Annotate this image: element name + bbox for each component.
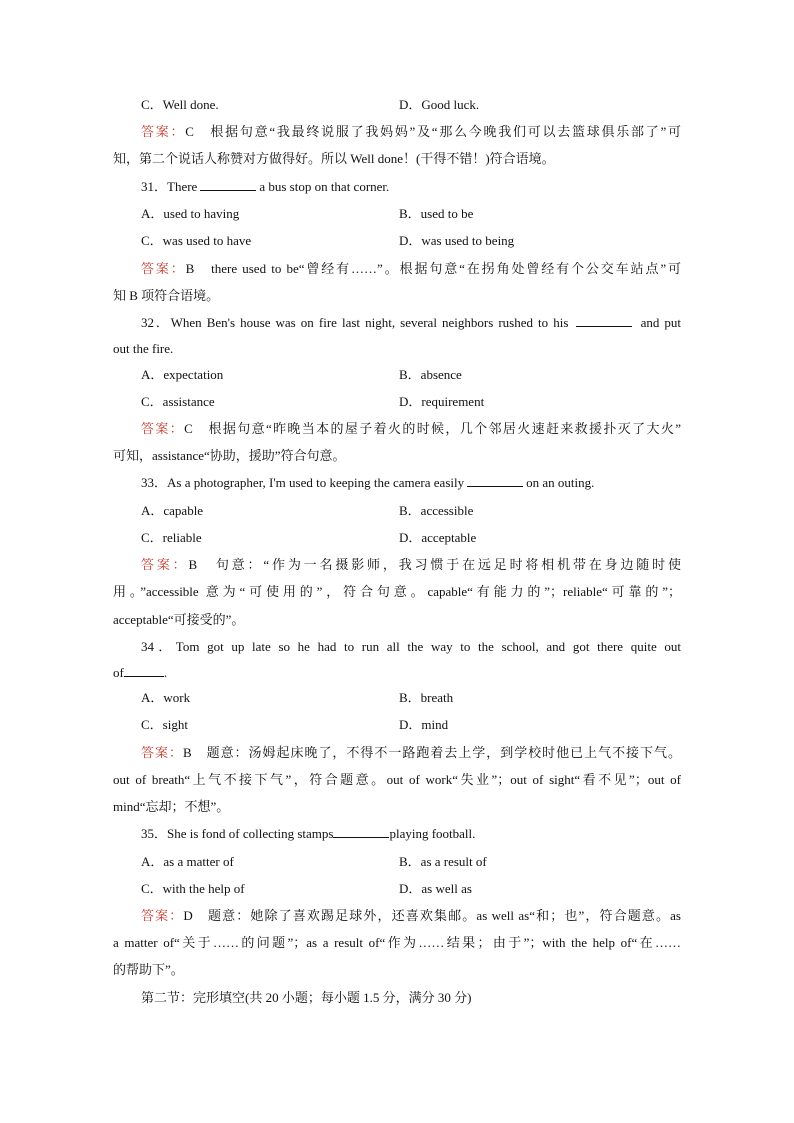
- q34-answer-line1: 答案：B 题意：汤姆起床晚了，不得不一路跑着去上学，到学校时他已上气不接下气。: [141, 745, 681, 760]
- q32-stem-line1: 32．When Ben's house was on fire last night, several neighbors rushed to his and put: [141, 315, 682, 330]
- q34-stem-line2: of .: [113, 665, 168, 680]
- q35-answer-line2: a matter of“关于……的问题”；as a result of“作为……结果；由于”；with the help of“在……: [113, 935, 681, 950]
- q32-option-b: B．absence: [399, 367, 462, 382]
- q33-option-c: C．reliable: [141, 530, 202, 545]
- section-heading: 第二节：完形填空(共 20 小题；每小题 1.5 分，满分 30 分): [141, 990, 472, 1005]
- q33-option-d: D．acceptable: [399, 530, 477, 545]
- q35-option-b: B．as a result of: [399, 854, 487, 869]
- q34-option-d: D．mind: [399, 717, 449, 732]
- q33-answer-line2: 用。”accessible 意为“可使用的”，符合句意。capable“有能力的”；reliable“可靠的”；: [113, 584, 681, 599]
- q33-option-a: A．capable: [141, 503, 204, 518]
- q34-stem-line1: 34．Tom got up late so he had to run all the way to the school, and got there quite out: [141, 639, 681, 654]
- answer-label: 答案：: [141, 908, 184, 923]
- q31-option-d: D．was used to being: [399, 233, 515, 248]
- q31-stem: 31．There a bus stop on that corner.: [141, 179, 390, 194]
- q30-answer-line1: 答案：C 根据句意“我最终说服了我妈妈”及“那么今晚我们可以去篮球俱乐部了”可: [141, 124, 681, 139]
- answer-label: 答案：: [141, 557, 189, 572]
- q35-option-d: D．as well as: [399, 881, 472, 896]
- q35-option-a: A．as a matter of: [141, 854, 234, 869]
- answer-blank: [467, 474, 523, 487]
- q35-option-c: C．with the help of: [141, 881, 245, 896]
- answer-label: 答案：: [141, 745, 183, 760]
- q30-answer-line2: 知，第二个说话人称赞对方做得好。所以 Well done！(干得不错！)符合语境。: [113, 151, 555, 166]
- q32-option-d: D．requirement: [399, 394, 485, 409]
- q33-answer-line1: 答案：B 句意：“作为一名摄影师，我习惯于在远足时将相机带在身边随时使: [141, 557, 681, 572]
- q30-option-d: D．Good luck.: [399, 97, 480, 112]
- answer-blank: [124, 664, 164, 677]
- q31-option-c: C．was used to have: [141, 233, 252, 248]
- q32-answer-line1: 答案：C 根据句意“昨晚当本的屋子着火的时候，几个邻居火速赶来救援扑灭了大火”: [141, 421, 681, 436]
- q33-stem: 33．As a photographer, I'm used to keeping the camera easily on an outing.: [141, 475, 595, 490]
- answer-blank: [576, 314, 632, 327]
- q34-option-c: C．sight: [141, 717, 188, 732]
- q31-answer-line1: 答案：B there used to be“曾经有……”。根据句意“在拐角处曾经有个公交车站点”可: [141, 261, 681, 276]
- q34-option-a: A．work: [141, 690, 191, 705]
- q32-option-a: A．expectation: [141, 367, 224, 382]
- q32-answer-line2: 可知，assistance“协助，援助”符合句意。: [113, 448, 346, 463]
- answer-blank: [333, 825, 389, 838]
- q32-stem-line2: out the fire.: [113, 341, 174, 356]
- q31-option-a: A．used to having: [141, 206, 240, 221]
- answer-label: 答案：: [141, 261, 186, 276]
- q32-option-c: C．assistance: [141, 394, 215, 409]
- q35-answer-line1: 答案：D 题意：她除了喜欢踢足球外，还喜欢集邮。as well as“和；也”，符合题意。as: [141, 908, 681, 923]
- q30-option-c: C．Well done.: [141, 97, 219, 112]
- q34-option-b: B．breath: [399, 690, 454, 705]
- q31-answer-line2: 知 B 项符合语境。: [113, 288, 220, 303]
- q34-answer-line3: mind“忘却；不想”。: [113, 799, 230, 814]
- q33-answer-line3: acceptable“可接受的”。: [113, 612, 245, 627]
- q33-option-b: B．accessible: [399, 503, 474, 518]
- q35-answer-line3: 的帮助下”。: [113, 962, 184, 977]
- q35-stem: 35．She is fond of collecting stamps playing football.: [141, 826, 476, 841]
- answer-label: 答案：: [141, 124, 186, 139]
- q31-option-b: B．used to be: [399, 206, 474, 221]
- answer-label: 答案：: [141, 421, 185, 436]
- answer-blank: [200, 178, 256, 191]
- q34-answer-line2: out of breath“上气不接下气”，符合题意。out of work“失业”；out of sight“看不见”；out of: [113, 772, 681, 787]
